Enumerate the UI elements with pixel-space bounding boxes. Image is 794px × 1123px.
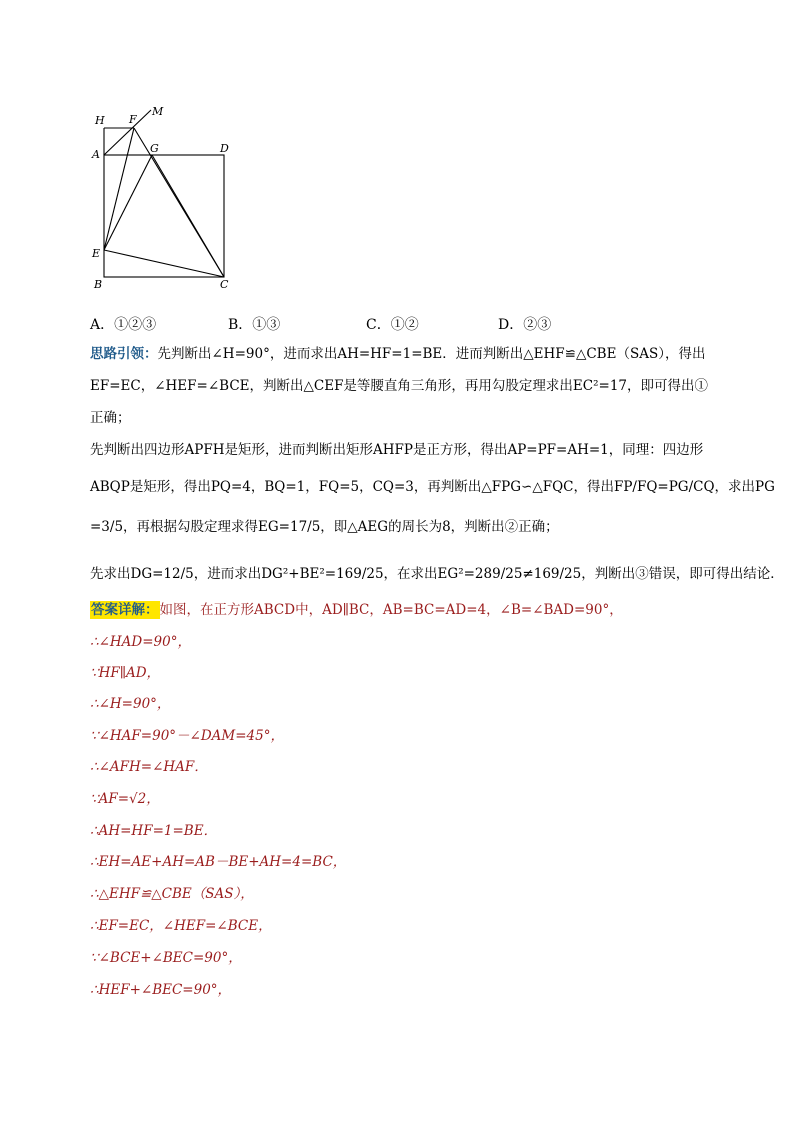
answer-intro-line <box>90 597 623 623</box>
label-m: M <box>152 105 164 118</box>
label-h: H <box>95 114 105 127</box>
step-8: ∴EH=AE+AH=AB－BE+AH=4=BC， <box>90 854 347 870</box>
choice-a[interactable]: A．①②③ <box>90 317 157 333</box>
square-abcd <box>104 155 224 277</box>
step-7: ∴AH=HF=1=BE． <box>90 823 218 839</box>
hint-tag: 思路引领： <box>90 346 158 362</box>
hint-line-2: EF=EC，∠HEF=∠BCE，判断出△CEF是等腰直角三角形，再用勾股定理求出EC²=17，即可得出① <box>90 378 709 394</box>
step-12: ∴HEF+∠BEC=90°， <box>90 982 232 998</box>
answer-choices <box>90 314 710 334</box>
label-c: C <box>220 278 229 291</box>
hint-line-5: ABQP是矩形，得出PQ=4，BQ=1，FQ=5，CQ=3，再判断出△FPG∽△FQC，得出FP/FQ=PG/CQ，求出PG <box>90 479 775 495</box>
hint-line-7: 先求出DG=12/5，进而求出DG²+BE²=169/25，在求出EG²=289/25≠169/25，判断出③错误，即可得出结论． <box>90 566 784 582</box>
hint-line-1 <box>90 341 705 367</box>
label-f: F <box>129 113 137 126</box>
step-5: ∴∠AFH=∠HAF． <box>90 759 208 775</box>
line-am <box>104 110 151 155</box>
label-g: G <box>150 142 159 155</box>
label-d: D <box>220 142 229 155</box>
step-9: ∴△EHF≌△CBE（SAS）， <box>90 886 254 902</box>
label-e: E <box>92 247 101 260</box>
step-4: ∵∠HAF=90°－∠DAM=45°， <box>90 728 284 744</box>
choice-b[interactable]: B．①③ <box>228 317 281 333</box>
hint-line-6: =3/5，再根据勾股定理求得EG=17/5，即△AEG的周长为8，判断出②正确； <box>90 519 559 535</box>
choice-c[interactable]: C．①② <box>366 317 419 333</box>
geometry-figure <box>86 100 246 300</box>
segment-gc <box>152 155 224 277</box>
answer-tag: 答案详解： <box>91 602 159 618</box>
step-6: ∵AF=√2， <box>90 791 160 807</box>
step-11: ∵∠BCE+∠BEC=90°， <box>90 950 242 966</box>
segment-eg <box>104 155 152 250</box>
label-b: B <box>94 278 103 291</box>
step-2: ∵HF∥AD， <box>90 665 161 681</box>
segment-ef <box>104 128 134 250</box>
hint-line-3: 正确； <box>90 410 131 426</box>
hint-text-1: 先判断出∠H=90°，进而求出AH=HF=1=BE．进而判断出△EHF≌△CBE（SAS），得出 <box>157 346 706 362</box>
hint-line-4: 先判断出四边形APFH是矩形，进而判断出矩形AHFP是正方形，得出AP=PF=AH=1，同理：四边形 <box>90 442 704 458</box>
answer-intro: 如图，在正方形ABCD中，AD∥BC，AB=BC=AD=4，∠B=∠BAD=90°， <box>159 602 623 618</box>
step-1: ∴∠HAD=90°， <box>90 634 191 650</box>
step-3: ∴∠H=90°， <box>90 696 171 712</box>
choice-d[interactable]: D．②③ <box>498 317 552 333</box>
label-a: A <box>92 148 100 161</box>
segment-ec <box>104 250 224 277</box>
step-10: ∴EF=EC，∠HEF=∠BCE， <box>90 918 272 934</box>
